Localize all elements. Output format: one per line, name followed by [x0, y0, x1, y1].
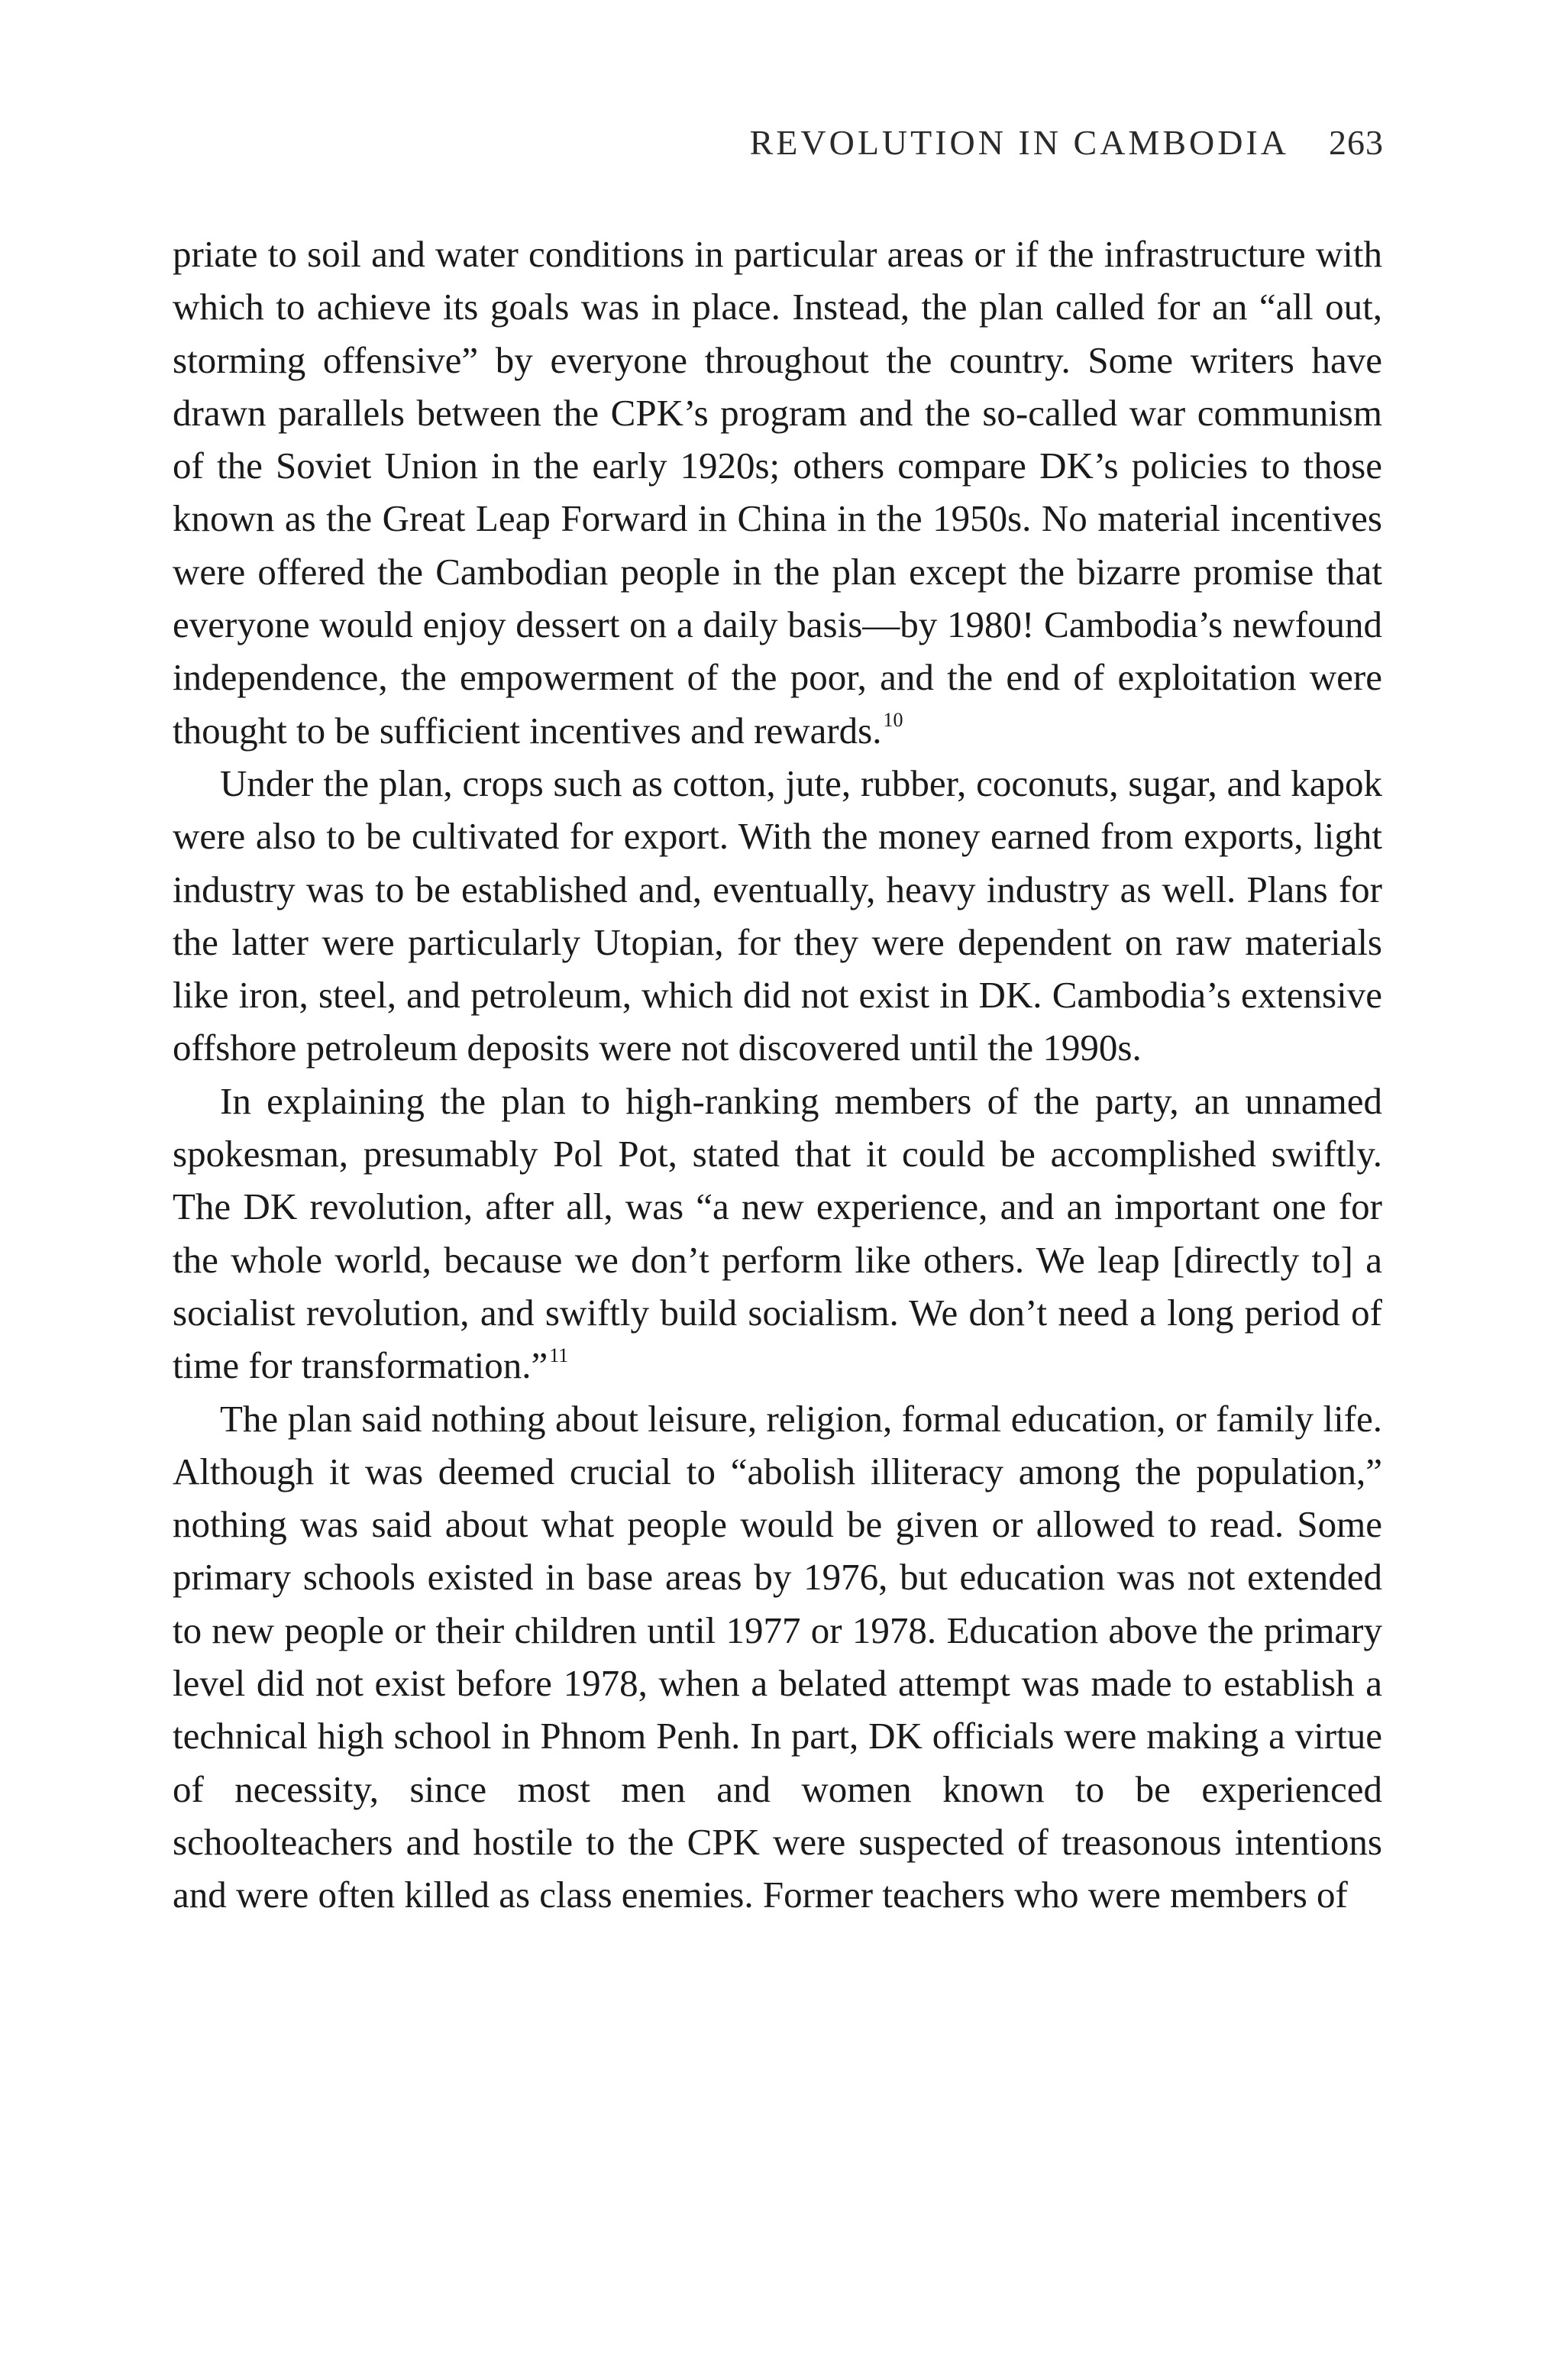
- paragraph-text: Under the plan, crops such as cotton, jute, rubber, coconuts, sugar, and kapok were also to be cultivated for export. With the money earned from exports, light industry was to be established and, eventually, heavy industry as well. Plans for the latter were particularly Utopian, for they were dependent on raw materials like iron, steel, and petroleum, which did not exist in DK. Cambodia’s extensive offshore petroleum deposits were not discovered until the 1990s.: [173, 762, 1382, 1069]
- paragraph: [173, 1392, 1382, 1922]
- running-title: REVOLUTION IN CAMBODIA: [749, 123, 1289, 162]
- page-number: 263: [1329, 123, 1384, 162]
- paragraph: [173, 1075, 1382, 1392]
- paragraph-text: The plan said nothing about leisure, religion, formal education, or family life. Although it was deemed crucial to “abolish illiteracy among the population,” nothing was said about what people would be given or allowed to read. Some primary schools existed in base areas by 1976, but education was not extended to new people or their children until 1977 or 1978. Education above the primary level did not exist before 1978, when a belated attempt was made to establish a technical high school in Phnom Penh. In part, DK officials were making a virtue of necessity, since most men and women known to be experienced schoolteachers and hostile to the CPK were suspected of treasonous intentions and were often killed as class enemies. Former teachers who were members of: [173, 1397, 1382, 1916]
- paragraph-text: In explaining the plan to high-ranking members of the party, an unnamed spokesman, presumably Pol Pot, stated that it could be accomplished swiftly. The DK revolution, after all, was “a new experience, and an important one for the whole world, because we don’t perform like others. We leap [directly to] a socialist revolution, and swiftly build socialism. We don’t need a long period of time for transformation.”: [173, 1079, 1382, 1387]
- paragraph: [173, 757, 1382, 1075]
- footnote-reference: 10: [883, 709, 903, 732]
- footnote-reference: 11: [549, 1344, 569, 1366]
- paragraph-text: priate to soil and water conditions in particular areas or if the infrastructure with which to achieve its goals was in place. Instead, the plan called for an “all out, storming offensive” by everyone throughout the country. Some writers have drawn parallels between the CPK’s program and the so-called war communism of the Soviet Union in the early 1920s; others compare DK’s policies to those known as the Great Leap Forward in China in the 1950s. No material incentives were offered the Cambodian people in the plan except the bizarre promise that everyone would enjoy dessert on a daily basis—by 1980! Cambodia’s newfound independence, the empowerment of the poor, and the end of exploitation were thought to be sufficient incentives and rewards.: [173, 233, 1382, 752]
- paragraph: [173, 228, 1382, 757]
- running-head: [750, 122, 1384, 168]
- body-text: [173, 228, 1382, 1922]
